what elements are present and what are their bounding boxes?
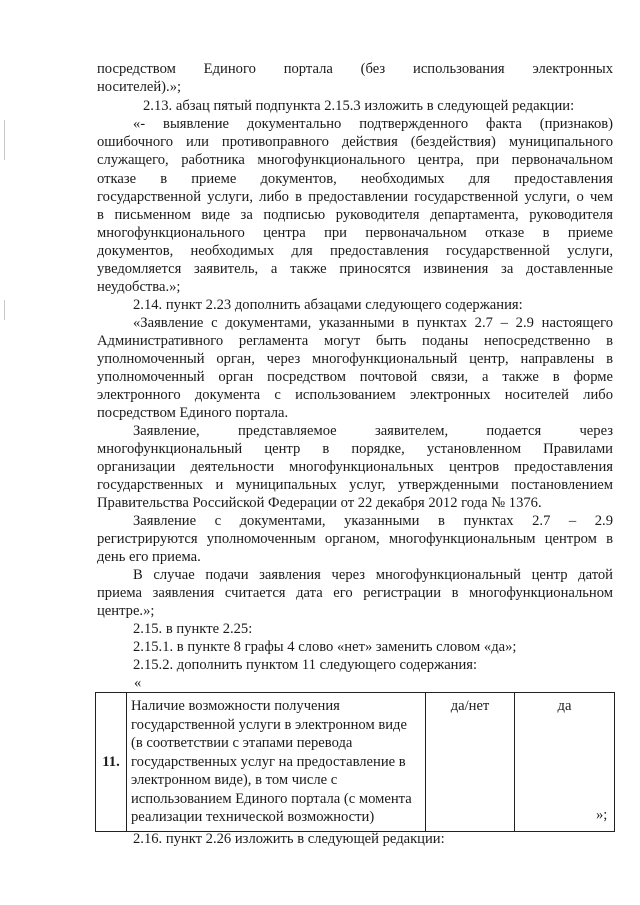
text-line: 2.13. абзац пятый подпункта 2.15.3 изложить в следующей редакции: xyxy=(143,98,575,114)
text-line: посредством Единого портала (без использования электронных xyxy=(97,61,613,77)
row-description xyxy=(127,693,426,832)
text-line: уведомляется заявитель, а также приносятся извинения за доставленные xyxy=(97,261,613,277)
text-line: регистрируются уполномоченным органом, многофункциональным центром в xyxy=(97,531,613,547)
text-line: в письменном виде за подписью руководителя департамента, руководителя xyxy=(97,207,613,223)
row-description-line: (в соответствии с этапами перевода xyxy=(131,735,353,751)
text-line: ошибочного или противоправного действия (бездействия) муниципального xyxy=(97,134,613,150)
text-line: приема заявления считается дата его регистрации в многофункциональном xyxy=(97,585,613,601)
row-description-line: государственной услуги в электронном виде xyxy=(131,716,407,733)
open-quote: « xyxy=(134,675,142,691)
row-description-line: государственных услуг на предоставление в xyxy=(131,753,406,770)
row-description-line: электронном виде), в том числе с xyxy=(131,772,338,788)
text-line: многофункционального центра при первоначальном отказе в приеме xyxy=(97,225,613,241)
text-line: Административного регламента могут быть поданы непосредственно в xyxy=(97,333,613,349)
text-line: многофункциональный центр в порядке, установленном Правилами xyxy=(97,441,613,457)
text-line: В случае подачи заявления через многофункциональный центр датой xyxy=(133,567,613,583)
text-line: день его приема. xyxy=(97,549,201,565)
text-line: документов, необходимых для предоставления государственной услуги, xyxy=(97,243,613,259)
row-number: 11. xyxy=(96,693,127,832)
text-line: Заявление, представляемое заявителем, подается через xyxy=(133,423,613,439)
row-description-line: реализации технической возможности) xyxy=(131,809,375,825)
text-line: центре.»; xyxy=(97,603,155,619)
text-line: служащего, работника многофункционального центра, при первоначальном xyxy=(97,152,613,168)
text-line: уполномоченный орган, через многофункциональный центр, направлены в xyxy=(97,351,613,367)
text-line: 2.15.2. дополнить пунктом 11 следующего содержания: xyxy=(133,657,478,673)
text-line: «Заявление с документами, указанными в пунктах 2.7 – 2.9 настоящего xyxy=(133,315,613,331)
row-value: да xyxy=(515,693,615,832)
text-line: Правительства Российской Федерации от 22 декабря 2012 года № 1376. xyxy=(97,495,542,511)
closing-quote: »; xyxy=(596,807,608,823)
text-line: посредством Единого портала. xyxy=(97,405,289,421)
text-line: неудобства.»; xyxy=(97,279,181,295)
table-row xyxy=(96,693,615,832)
text-line: отказе в приеме документов, необходимых для предоставления xyxy=(97,171,613,187)
row-description-line: использованием Единого портала (с момента xyxy=(131,790,412,807)
text-line: государственных и муниципальных услуг, утвержденными постановлением xyxy=(97,477,613,493)
row-description-line: Наличие возможности получения xyxy=(131,698,340,714)
text-line: 2.15.1. в пункте 8 графы 4 слово «нет» заменить словом «да»; xyxy=(133,639,517,655)
text-line: Заявление с документами, указанными в пунктах 2.7 – 2.9 xyxy=(133,513,613,529)
scan-edge-mark xyxy=(4,300,5,320)
text-line: электронного документа с использованием электронных носителей либо xyxy=(97,387,613,403)
text-line: 2.16. пункт 2.26 изложить в следующей редакции: xyxy=(133,831,445,847)
text-line: 2.15. в пункте 2.25: xyxy=(133,621,253,637)
text-line: «- выявление документально подтвержденного факта (признаков) xyxy=(133,116,613,132)
row-options: да/нет xyxy=(426,693,515,832)
text-line: организации деятельности многофункциональных центров предоставления xyxy=(97,459,613,475)
text-line: государственной услуги, либо в предоставлении государственной услуги, о чем xyxy=(97,189,613,205)
scan-edge-mark xyxy=(4,120,5,160)
text-line: уполномоченный орган посредством почтовой связи, а также в форме xyxy=(97,369,613,385)
text-line: носителей).»; xyxy=(97,79,182,95)
services-table xyxy=(95,692,615,832)
text-line: 2.14. пункт 2.23 дополнить абзацами следующего содержания: xyxy=(133,297,523,313)
